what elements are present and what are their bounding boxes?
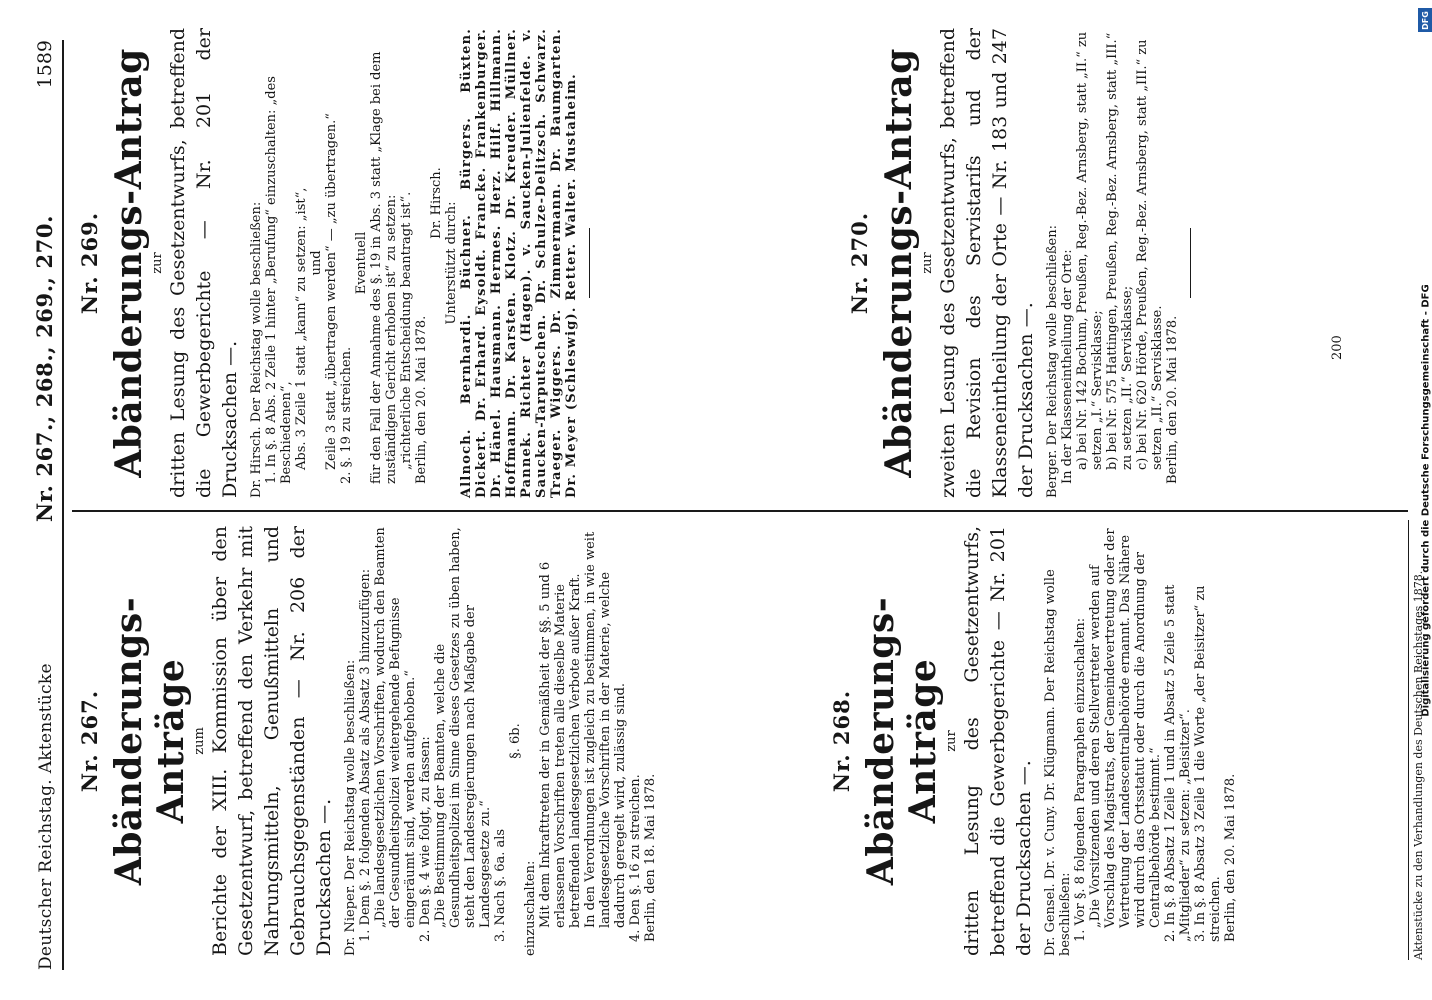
nr270-title: Abänderungs-Antrag — [878, 48, 920, 478]
nr267-line-2: 1. Dem §. 2 folgenden Absatz als Absatz 3 hinzuzufügen: — [358, 568, 373, 942]
nr270-line-6: Berlin, den 20. Mai 1878. — [1165, 315, 1180, 484]
nr269-line-2: 1. In §. 8 Abs. 2 Zeile 1 hinter „Berufung“ einzuschalten: „des Beschiedenen“, — [264, 76, 294, 484]
nr268-line-3: „Die Vorsitzenden und deren Stellvertreter werden auf Vorschlag des Magistrats, der Gemeindevertretung oder der Vertretung der Landescentralbehörde ernannt. Das Nähere wird durch das Ortsstatut oder durch die Anordnung der Centralbehörde bestimmt.“ — [1088, 528, 1163, 928]
nr270-line-1: Berger. Der Reichstag wolle beschließen: — [1045, 225, 1060, 498]
nr268-line-6: Berlin, den 20. Mai 1878. — [1223, 773, 1238, 942]
nr268-title: Abänderungs-Anträge — [860, 596, 944, 886]
nr268-line-1: Dr. Gensel. Dr. v. Cuny. Dr. Klügmann. Der Reichstag wolle beschließen: — [1043, 569, 1073, 956]
nr270-line-2: In der Klasseneintheilung der Orte: — [1060, 249, 1075, 484]
nr267-line-8: einzuschalten: — [523, 860, 538, 956]
nr269-line-9: „richterliche Entscheidung beantragt ist“. — [399, 191, 414, 470]
nr269-section — [78, 28, 600, 498]
nr268-subject: dritten Lesung des Gesetzentwurfs, betreffend die Gewerbegerichte — Nr. 201 der Drucksachen —. — [961, 526, 1035, 956]
nr267-subject: Berichte der XIII. Kommission über den Gesetzentwurf, betreffend den Verkehr mit Nahrungsmitteln, Genußmitteln und Gebrauchsgegenständen — Nr. 206 der Drucksachen —. — [209, 526, 335, 956]
nr269-line-6: 2. §. 19 zu streichen. — [339, 346, 354, 484]
nr270-number: Nr. 270. — [847, 211, 872, 315]
nr267-line-6: 3. Nach §. 6a. als — [493, 828, 508, 942]
footnote-rule — [1408, 520, 1409, 960]
nr267-line-5: „Die Bestimmung der Beamten, welche die Gesundheitspolizei im Sinne dieses Gesetzes zu üben haben, steht den Landesregierungen nach Maßgabe der Landesgesetze zu.“ — [433, 527, 493, 928]
nr267-line-12: Berlin, den 18. Mai 1878. — [643, 773, 658, 942]
nr267-line-11: 4. Den §. 16 zu streichen. — [628, 774, 643, 942]
nr269-line-5: Zeile 3 statt „übertragen werden“ — „zu übertragen.“ — [324, 113, 339, 470]
bottom-number: 200 — [1330, 335, 1345, 360]
nr270-subject: zweiten Lesung des Gesetzentwurfs, betreffend die Revision des Servistarifs und der Klasseneintheilung der Orte — Nr. 183 und 247 der Drucksachen —. — [937, 28, 1037, 498]
nr267-number: Nr. 267. — [77, 689, 102, 793]
nr268-zur: zur — [944, 730, 959, 752]
nr268-line-2: 1. Vor §. 8 folgenden Paragraphen einzuschalten: — [1073, 617, 1088, 942]
nr268-line-5: 3. In §. 8 Absatz 3 Zeile 1 die Worte „der Beisitzer“ zu streichen. — [1193, 585, 1223, 942]
nr269-title: Abänderungs-Antrag — [108, 48, 150, 478]
nr268-section — [830, 526, 1238, 956]
nr269-line-3: Abs. 3 Zeile 1 statt „kann“ zu setzen: „ist“, — [294, 187, 309, 470]
nr269-supported-by: Unterstützt durch: — [444, 201, 459, 325]
running-head-numbers: Nr. 267., 268., 269., 270. — [32, 214, 57, 522]
nr267-line-9: Mit dem Inkrafttreten der in Gemäßheit der §§. 5 und 6 erlassenen Vorschriften treten alle dieselbe Materie betreffenden landesgesetzlichen Verbote außer Kraft. — [538, 561, 583, 928]
nr267-zur: zum — [192, 727, 207, 755]
nr267-line-4: 2. Den §. 4 wie folgt, zu fassen: — [418, 736, 433, 942]
nr267-line-10: In den Verordnungen ist zugleich zu bestimmen, in wie weit landesgesetzliche Vorschriften in der Materie, welche dadurch geregelt wird, zulässig sind. — [583, 531, 628, 928]
nr269-subject: dritten Lesung des Gesetzentwurfs, betreffend die Gewerbegerichte — Nr. 201 der Drucksachen —. — [167, 28, 241, 498]
header-rule — [62, 40, 64, 970]
dfg-strip — [1420, 0, 1432, 1000]
nr269-line-7: Eventuell — [354, 231, 369, 295]
nr270-line-3: a) bei Nr. 142 Bochum, Preußen, Reg.-Bez. Arnsberg, statt „II.“ zu setzen „I.“ Servisklasse; — [1075, 31, 1105, 470]
dfg-credit: Digitalisierung gefördert durch die Deutsche Forschungsgemeinschaft - DFG — [1420, 283, 1432, 717]
column-divider — [72, 510, 1408, 512]
nr269-number: Nr. 269. — [77, 211, 102, 315]
nr267-line-1: Dr. Nieper. Der Reichstag wolle beschließen: — [343, 659, 358, 956]
dfg-logo-icon: DFG — [1418, 8, 1432, 32]
nr269-zur: zur — [150, 252, 165, 274]
nr269-line-1: Dr. Hirsch. Der Reichstag wolle beschließen: — [249, 201, 264, 498]
nr270-line-5: c) bei Nr. 620 Hörde, Preußen, Reg.-Bez. Arnsberg, statt „III.“ zu setzen „II.“ Servisklasse. — [1135, 39, 1165, 470]
running-head-left: Deutscher Reichstag. Aktenstücke — [36, 663, 56, 970]
nr270-end-rule — [1190, 228, 1191, 298]
nr269-supporters: Allnoch. Bernhardi. Büchner. Bürgers. Büxten. Dickert. Dr. Erhard. Eysoldt. Francke. Frankenburger. Dr. Hänel. Hausmann. Hermes. Herz. Hilf. Hillmann. Hoffmann. Dr. Karsten. Klotz. Dr. Kreuder. Müllner. Pannek. Richter (Hagen). v. Saucken-Julienfelde. v. Saucken-Tarputschen. Dr. Schulze-Delitzsch. Schwarz. Traeger. Wiggers. Dr. Zimmermann. Dr. Baumgarten. Dr. Meyer (Schleswig). Retter. Walter. Mustaheim. — [459, 28, 579, 498]
nr267-section — [78, 526, 658, 956]
footnote: Aktenstücke zu den Verhandlungen des Deutschen Reichstages 1878. — [1412, 570, 1425, 960]
nr269-signature: Dr. Hirsch. — [429, 167, 444, 239]
nr270-section — [848, 28, 1201, 498]
nr269-end-rule — [589, 228, 590, 298]
nr269-line-8: für den Fall der Annahme des §. 19 in Abs. 3 statt „Klage bei dem zuständigen Gericht erhoben ist“ zu setzen: — [369, 51, 399, 484]
nr269-line-10: Berlin, den 20. Mai 1878. — [414, 315, 429, 484]
nr270-zur: zur — [920, 252, 935, 274]
nr269-line-4: und — [309, 250, 324, 276]
nr267-line-3: „Die landesgesetzlichen Vorschriften, wodurch den Beamten der Gesundheitspolizei weitergehende Befugnisse eingeräumt sind, werden aufgehoben.“ — [373, 527, 418, 928]
nr268-line-4: 2. In §. 8 Absatz 1 Zeile 1 und in Absatz 5 Zeile 5 statt „Mitglieder“ zu setzen: „Beisitzer“. — [1163, 584, 1193, 942]
nr267-line-7: §. 6b. — [508, 723, 523, 759]
nr268-number: Nr. 268. — [829, 689, 854, 793]
nr267-title: Abänderungs-Anträge — [108, 596, 192, 886]
nr270-line-4: b) bei Nr. 575 Hattingen, Preußen, Reg.-Bez. Arnsberg, statt „III.“ zu setzen „II.“ Servisklasse; — [1105, 32, 1135, 470]
page-number: 1589 — [34, 40, 56, 89]
